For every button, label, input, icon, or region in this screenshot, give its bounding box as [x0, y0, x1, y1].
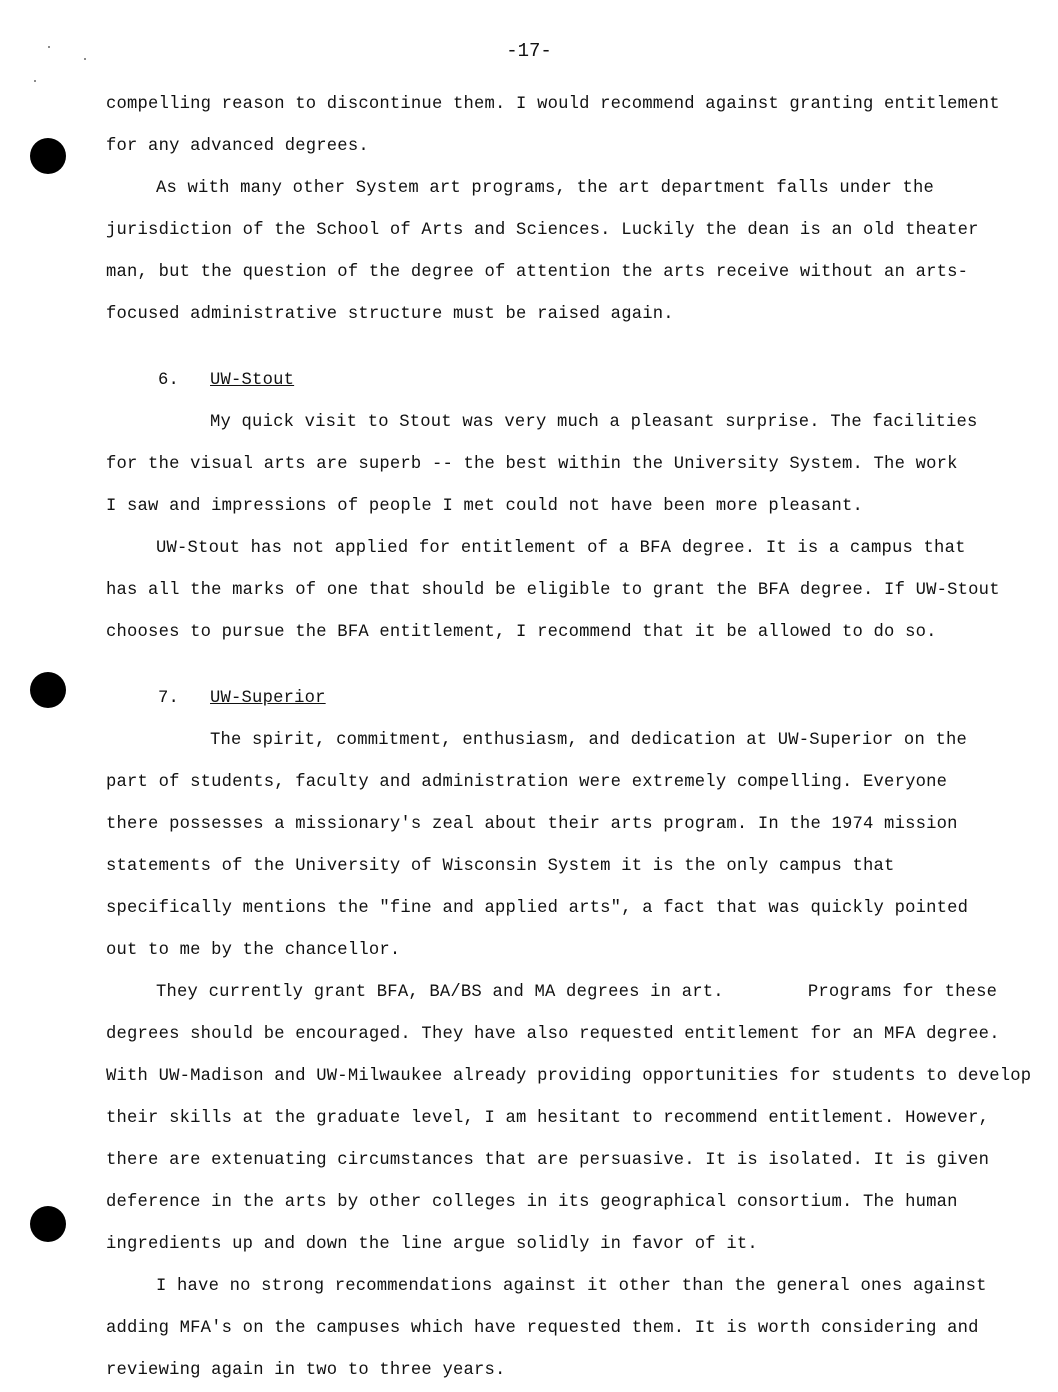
text-line: compelling reason to discontinue them. I would recommend against granting entitlement — [106, 95, 1000, 114]
section-uw-stout — [106, 360, 1036, 654]
text-line: I saw and impressions of people I met could not have been more pleasant. — [106, 497, 864, 516]
text-line: has all the marks of one that should be eligible to grant the BFA degree. If UW-Stout — [106, 581, 1000, 600]
section-heading — [106, 360, 1036, 402]
text-line: degrees should be encouraged. They have also requested entitlement for an MFA degree. — [106, 1025, 1000, 1044]
text-line: statements of the University of Wisconsin System it is the only campus that — [106, 857, 895, 876]
text-line: specifically mentions the "fine and applied arts", a fact that was quickly pointed — [106, 899, 969, 918]
page-number: -17- — [506, 40, 552, 62]
text-line: part of students, faculty and administration were extremely compelling. Everyone — [106, 773, 948, 792]
text-line: their skills at the graduate level, I am hesitant to recommend entitlement. However, — [106, 1109, 990, 1128]
superior-paragraph-1 — [106, 720, 1036, 972]
superior-paragraph-3 — [106, 1266, 1036, 1392]
stout-paragraph-1 — [106, 402, 1036, 528]
text-line: As with many other System art programs, the art department falls under the — [156, 179, 935, 198]
stout-paragraph-2 — [106, 528, 1036, 654]
document-body — [106, 84, 1036, 1392]
section-heading — [106, 678, 1036, 720]
text-line: there are extenuating circumstances that are persuasive. It is isolated. It is given — [106, 1151, 990, 1170]
section-uw-superior — [106, 678, 1036, 1392]
text-line: focused administrative structure must be raised again. — [106, 305, 674, 324]
text-line: I have no strong recommendations against it other than the general ones against — [156, 1277, 987, 1296]
text-line: adding MFA's on the campuses which have requested them. It is worth considering and — [106, 1319, 979, 1338]
text-line: there possesses a missionary's zeal about their arts program. In the 1974 mission — [106, 815, 958, 834]
binder-hole-bottom — [30, 1206, 66, 1242]
text-line: UW-Stout has not applied for entitlement of a BFA degree. It is a campus that — [156, 539, 966, 558]
section-number: 7. — [158, 689, 180, 708]
superior-paragraph-2 — [106, 972, 1036, 1266]
section-title: UW-Superior — [210, 689, 326, 708]
binder-hole-top — [30, 138, 66, 174]
text-line: deference in the arts by other colleges in its geographical consortium. The human — [106, 1193, 958, 1212]
text-line: The spirit, commitment, enthusiasm, and dedication at UW-Superior on the — [210, 731, 968, 750]
text-line: ingredients up and down the line argue solidly in favor of it. — [106, 1235, 758, 1254]
administration-paragraph — [106, 168, 1036, 336]
text-line: reviewing again in two to three years. — [106, 1361, 506, 1380]
text-line: With UW-Madison and UW-Milwaukee already providing opportunities for students to develop — [106, 1067, 1032, 1086]
text-line: They currently grant BFA, BA/BS and MA degrees in art. Programs for these — [156, 983, 998, 1002]
text-line: My quick visit to Stout was very much a pleasant surprise. The facilities — [210, 413, 978, 432]
section-title: UW-Stout — [210, 371, 295, 390]
text-line: chooses to pursue the BFA entitlement, I recommend that it be allowed to do so. — [106, 623, 937, 642]
binder-hole-middle — [30, 672, 66, 708]
text-line: jurisdiction of the School of Arts and Sciences. Luckily the dean is an old theater — [106, 221, 979, 240]
scan-speck — [34, 80, 36, 82]
text-line: out to me by the chancellor. — [106, 941, 401, 960]
section-number: 6. — [158, 371, 180, 390]
intro-paragraph — [106, 84, 1036, 168]
spacer — [106, 336, 1036, 360]
text-line: for any advanced degrees. — [106, 137, 369, 156]
text-line: man, but the question of the degree of attention the arts receive without an arts- — [106, 263, 969, 282]
text-line: for the visual arts are superb -- the best within the University System. The work — [106, 455, 958, 474]
spacer — [106, 654, 1036, 678]
